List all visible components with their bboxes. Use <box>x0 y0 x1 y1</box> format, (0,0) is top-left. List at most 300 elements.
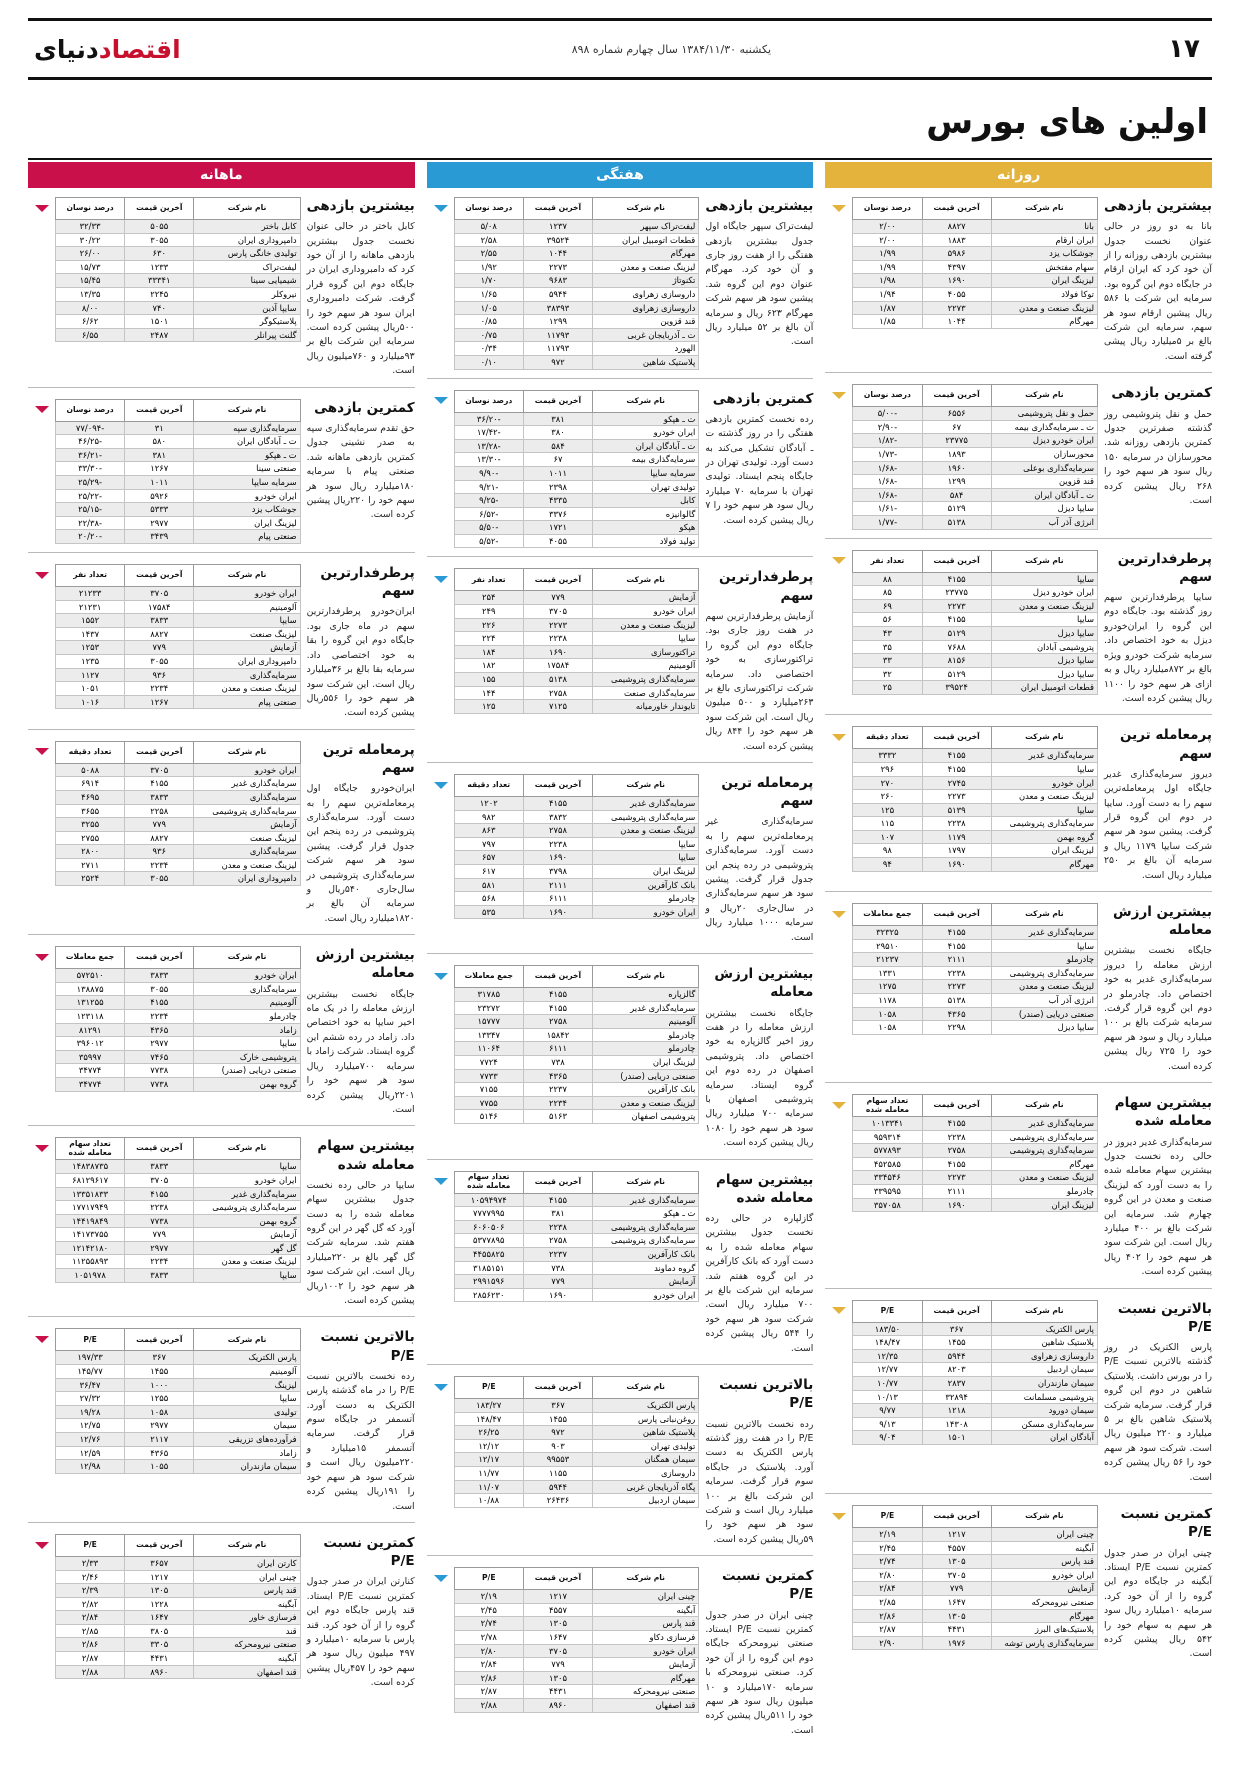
value-cell: ۱۲۵ <box>853 803 922 817</box>
value-cell: ۲۱۱۷ <box>125 1432 194 1446</box>
value-cell: ۹۷۲ <box>523 355 592 369</box>
table-row <box>427 1069 699 1083</box>
table-row <box>826 1636 1098 1650</box>
table-row <box>28 845 300 859</box>
spacer-cell <box>427 1028 454 1042</box>
spacer-cell <box>427 1247 454 1261</box>
stat-block-text <box>1104 197 1212 364</box>
column-header-cell: تعداد دقیقه <box>55 741 124 763</box>
stat-block-inner <box>28 946 415 1117</box>
table-row <box>28 1556 300 1570</box>
value-cell: ۳۵۹۹۷ <box>55 1050 124 1064</box>
spacer-cell <box>826 1157 853 1171</box>
spacer-cell <box>28 695 55 709</box>
company-name-cell: سایپا <box>194 1037 300 1051</box>
stat-block <box>825 197 1212 373</box>
value-cell: ۲۶/۲۵ <box>454 1426 523 1440</box>
company-name-cell: زاماد <box>194 1446 300 1460</box>
column-header-cell: آخرین قیمت <box>922 198 991 220</box>
value-cell: ۳۸۳۳ <box>125 790 194 804</box>
spacer-cell <box>427 1617 454 1631</box>
value-cell: ۶۵۷ <box>454 851 523 865</box>
company-name-cell: سرمایه‌گذاری غدیر <box>991 749 1097 763</box>
trend-arrow-icon <box>28 1329 55 1351</box>
value-cell: ۷۷/۰۹۴- <box>55 421 124 435</box>
value-cell: ۴۶/۲۵- <box>55 435 124 449</box>
column-header-cell: آخرین قیمت <box>125 1534 194 1556</box>
column-header-cell: نام شرکت <box>991 904 1097 926</box>
spacer-cell <box>427 1083 454 1097</box>
table-row <box>427 1207 699 1221</box>
table-row <box>427 220 699 234</box>
value-cell: ۴۴۵۵۸۲۵ <box>454 1247 523 1261</box>
table-row <box>826 274 1098 288</box>
table-row <box>28 1446 300 1460</box>
company-name-cell: پارس الکتریک <box>194 1351 300 1365</box>
table-row <box>427 507 699 521</box>
table-row <box>427 1288 699 1302</box>
company-name-cell: لیزینگ صنعت و معدن <box>194 682 300 696</box>
value-cell: ۸۹۶۰ <box>523 1698 592 1712</box>
table-row <box>28 1037 300 1051</box>
column-header-cell: تعداد سهام معامله شده <box>853 1095 922 1117</box>
spacer-cell <box>826 1582 853 1596</box>
value-cell: ۵۳۷۷۸۹۵ <box>454 1234 523 1248</box>
company-name-cell: سرمایه‌گذاری صنعت <box>593 686 699 700</box>
stat-block <box>28 946 415 1126</box>
stat-block <box>825 384 1212 538</box>
table-row <box>28 1570 300 1584</box>
table-row <box>28 818 300 832</box>
value-cell: ۱۹۷/۳۳ <box>55 1351 124 1365</box>
table-row <box>427 632 699 646</box>
value-cell: ۲۲۳۸ <box>523 837 592 851</box>
company-name-cell: لیزینگ ایران <box>991 1198 1097 1212</box>
company-name-cell: ایران خودرو <box>194 489 300 503</box>
table-row <box>427 1630 699 1644</box>
value-cell: ۴۱۵۵ <box>523 988 592 1002</box>
value-cell: ۳۷۰۵ <box>125 1173 194 1187</box>
company-name-cell: آزمایش <box>194 818 300 832</box>
spacer-cell <box>427 605 454 619</box>
value-cell: ۲۹۷۷ <box>125 1037 194 1051</box>
company-name-cell: تولیدی تهران <box>593 1439 699 1453</box>
spacer-cell <box>826 1007 853 1021</box>
company-name-cell: تایوندار خاورمیانه <box>593 700 699 714</box>
value-cell: ۸۹۶۰ <box>125 1665 194 1679</box>
value-cell: ۳۳۹۵۹۵ <box>853 1185 922 1199</box>
spacer-cell <box>427 892 454 906</box>
stat-table <box>28 197 301 342</box>
stat-block-title: پرطرفدارترین سهم <box>719 569 814 604</box>
column-header-cell: جمع معاملات <box>853 904 922 926</box>
spacer-cell <box>826 1431 853 1445</box>
spacer-cell <box>28 421 55 435</box>
stat-block <box>28 741 415 936</box>
stat-table <box>825 550 1098 695</box>
column-header-cell: تعداد نفر <box>55 565 124 587</box>
column-header-cell: P/E <box>55 1534 124 1556</box>
company-name-cell: ایران خودرو <box>194 1173 300 1187</box>
table-row <box>427 426 699 440</box>
spacer-cell <box>28 1023 55 1037</box>
table-row <box>826 858 1098 872</box>
value-cell: ۲/۸۰ <box>853 1568 922 1582</box>
spacer-cell <box>28 220 55 234</box>
table-row <box>28 695 300 709</box>
value-cell: ۳۷۰۵ <box>523 1644 592 1658</box>
column-header-cell: نام شرکت <box>991 198 1097 220</box>
value-cell: ۱۲۹۹ <box>922 475 991 489</box>
table-header-row <box>427 1568 699 1590</box>
value-cell: ۳۱۸۵۱۵۱ <box>454 1261 523 1275</box>
stat-block <box>427 965 814 1160</box>
value-cell: ۳۵ <box>853 640 922 654</box>
spacer-cell <box>28 587 55 601</box>
stat-block-description: جایگاه نخست بیشترین ارزش معامله را در یک ماه اخیر سایپا به خود اختصاص داد. زاماد در رده ششم این گروه ایستاد. شرکت زاماد با سرمایه ۷۰۰میلیارد ریال سود هر سهم خود را ۲۲۰۱ریال پیشین کرده است. <box>306 988 415 1115</box>
value-cell: ۴۱۵۵ <box>125 1187 194 1201</box>
value-cell: ۲/۸۴ <box>55 1611 124 1625</box>
company-name-cell: ایران خودرو <box>593 605 699 619</box>
table-row <box>427 1698 699 1712</box>
company-name-cell: آزمایش <box>991 1582 1097 1596</box>
table-row <box>28 1023 300 1037</box>
value-cell: ۱/۸۲- <box>853 434 922 448</box>
company-name-cell: سرمایه‌گذاری غدیر <box>194 1187 300 1201</box>
company-name-cell: انرژی آذر آب <box>991 516 1097 530</box>
table-row <box>28 1050 300 1064</box>
value-cell: ۲/۸۸ <box>454 1698 523 1712</box>
stat-block-inner <box>427 965 814 1151</box>
value-cell: ۸/۰۰ <box>55 301 124 315</box>
stat-block-description: ایران‌خودرو جایگاه اول پرمعامله‌ترین سهم را به دست آورد. سرمایه‌گذاری پتروشیمی در رده پنجم این جدول قرار گرفت. پیشین سود هر سهم شرکت سرمایه‌گذاری پتروشیمی در سال‌جاری ۵۴۰ریال و سرمایه آن بالغ بر ۱۸۲۰میلیارد ریال است. <box>306 783 415 924</box>
value-cell: ۲۰/۲۰- <box>55 530 124 544</box>
company-name-cell: صنعتی پیام <box>194 695 300 709</box>
company-name-cell: سایپا دیزل <box>991 502 1097 516</box>
stat-block-inner <box>825 903 1212 1074</box>
company-name-cell: لیزینگ ایران <box>194 516 300 530</box>
table-row <box>28 274 300 288</box>
table-row <box>826 301 1098 315</box>
value-cell: ۳۸۱ <box>523 412 592 426</box>
table-row <box>427 837 699 851</box>
company-name-cell: فرآورده‌های تزریقی <box>194 1432 300 1446</box>
value-cell: ۲۹۶ <box>853 762 922 776</box>
value-cell: ۳۷۰۵ <box>922 1568 991 1582</box>
value-cell: ۲/۸۴ <box>454 1658 523 1672</box>
stat-block-title: کمترین بازدهی <box>712 390 814 407</box>
value-cell: ۸۸ <box>853 572 922 586</box>
company-name-cell: ایران خودرو <box>593 905 699 919</box>
company-name-cell: نیروکلر <box>194 287 300 301</box>
value-cell: ۳۰۵۵ <box>125 233 194 247</box>
spacer-cell <box>28 777 55 791</box>
table-header-row <box>427 390 699 412</box>
spacer-cell <box>427 1644 454 1658</box>
spacer-cell <box>826 1376 853 1390</box>
stat-block-title: بیشترین ارزش معامله <box>315 947 415 982</box>
column-header-weekly: هفتگی <box>427 162 814 188</box>
value-cell: ۱۲/۷۵ <box>55 1419 124 1433</box>
stat-block <box>825 1094 1212 1289</box>
spacer-cell <box>28 1269 55 1283</box>
spacer-cell <box>28 1638 55 1652</box>
value-cell: ۲۲۳۴ <box>125 1010 194 1024</box>
value-cell: ۲۲۳۴ <box>125 682 194 696</box>
company-name-cell: قطعات اتومبیل ایران <box>991 681 1097 695</box>
stat-block-title: کمترین نسبت P/E <box>721 1568 814 1603</box>
stat-block-description: چینی ایران در صدر جدول کمترین نسبت P/E ایستاد. آبگینه در جایگاه دوم این گروه را از آن خود کرد. سرمایه ۱۰میلیارد ریال سود هر سهم به سهام خود را ۵۴۲ ریال پیشین کرده است. <box>1104 1547 1212 1660</box>
spacer-cell <box>28 1556 55 1570</box>
spacer-cell <box>826 749 853 763</box>
column-daily <box>825 162 1212 1681</box>
trend-arrow-icon <box>28 1534 55 1556</box>
value-cell: ۱۴۳۷ <box>55 627 124 641</box>
value-cell: ۳۱ <box>125 421 194 435</box>
stat-table-wrap <box>427 965 700 1124</box>
table-row <box>826 1130 1098 1144</box>
stat-block-text <box>1104 903 1212 1074</box>
spacer-cell <box>826 572 853 586</box>
page-number: ۱۷ <box>1168 34 1200 64</box>
table-row <box>826 926 1098 940</box>
stat-block-inner <box>28 1534 415 1691</box>
company-name-cell: لیزینگ ایران <box>991 274 1097 288</box>
value-cell: ۱۱۲۷ <box>55 668 124 682</box>
company-name-cell: هپکو <box>593 521 699 535</box>
value-cell: ۱۰۵۸ <box>853 1021 922 1035</box>
table-row <box>28 448 300 462</box>
company-name-cell: لیزینگ صنعت و معدن <box>194 1255 300 1269</box>
value-cell: ۳۳۰۵ <box>125 1638 194 1652</box>
table-header-row <box>28 565 300 587</box>
value-cell: ۱/۷۳- <box>853 448 922 462</box>
table-row <box>427 864 699 878</box>
spacer-cell <box>826 434 853 448</box>
value-cell: ۶/۵۲- <box>454 507 523 521</box>
table-row <box>826 844 1098 858</box>
trend-arrow-icon <box>28 741 55 763</box>
company-name-cell: سرمایه‌گذاری غدیر <box>593 1193 699 1207</box>
company-name-cell: گلنت پیرانلر <box>194 328 300 342</box>
column-header-cell: آخرین قیمت <box>922 1300 991 1322</box>
spacer-cell <box>427 810 454 824</box>
value-cell: ۳۷۰۵ <box>125 587 194 601</box>
value-cell: ۱۱۰۶۴ <box>454 1042 523 1056</box>
value-cell: ۶۳۰ <box>125 247 194 261</box>
value-cell: ۳۴۷۷۴ <box>55 1064 124 1078</box>
value-cell: ۳۳۳۲ <box>853 749 922 763</box>
value-cell: ۷۷۳۸ <box>125 1077 194 1091</box>
value-cell: ۱۲۵ <box>454 700 523 714</box>
table-row <box>28 600 300 614</box>
value-cell: ۱۱۷۹ <box>922 830 991 844</box>
company-name-cell: سرمایه‌گذاری بوعلی <box>991 461 1097 475</box>
value-cell: ۹۳۶ <box>125 845 194 859</box>
company-name-cell: چادرملو <box>194 1010 300 1024</box>
column-header-cell: آخرین قیمت <box>125 198 194 220</box>
value-cell: ۵۹۴۴ <box>523 287 592 301</box>
value-cell: ۱۱/۰۷ <box>454 1480 523 1494</box>
value-cell: ۱/۶۸- <box>853 475 922 489</box>
value-cell: ۵۱۶۳ <box>523 1110 592 1124</box>
stat-block-text <box>705 1567 813 1738</box>
value-cell: ۳۴۳۹ <box>125 530 194 544</box>
value-cell: ۲/۱۹ <box>853 1528 922 1542</box>
value-cell: ۹/۷۷ <box>853 1404 922 1418</box>
company-name-cell: قند اصفهان <box>593 1698 699 1712</box>
table-row <box>28 804 300 818</box>
value-cell: ۴۱۵۵ <box>922 1117 991 1131</box>
company-name-cell: پلاستیکوگر <box>194 315 300 329</box>
value-cell: ۲۷۵۸ <box>523 1015 592 1029</box>
value-cell: ۱۱۷۸ <box>853 993 922 1007</box>
spacer-cell <box>826 939 853 953</box>
spacer-cell <box>427 1480 454 1494</box>
table-row <box>826 613 1098 627</box>
company-name-cell: ایران خودرو <box>991 776 1097 790</box>
value-cell: ۱۸۳/۵۰ <box>853 1322 922 1336</box>
value-cell: ۴۱۵۵ <box>922 1157 991 1171</box>
value-cell: ۱۸۳/۲۷ <box>454 1399 523 1413</box>
company-name-cell: سایپا <box>991 572 1097 586</box>
value-cell: ۲۱۲۳۱ <box>55 600 124 614</box>
company-name-cell: آلومینیم <box>194 996 300 1010</box>
company-name-cell: پگاه آذربایجان غربی <box>593 1480 699 1494</box>
spacer-cell <box>28 845 55 859</box>
spacer-cell <box>427 1671 454 1685</box>
stat-table <box>28 946 301 1091</box>
value-cell: ۲/۸۰ <box>454 1644 523 1658</box>
company-name-cell: تولیدی <box>194 1405 300 1419</box>
value-cell: ۲۲۷۳ <box>922 790 991 804</box>
table-row <box>427 892 699 906</box>
stat-block-inner <box>825 1300 1212 1486</box>
table-header-row <box>28 399 300 421</box>
company-name-cell: قطعات اتومبیل ایران <box>593 233 699 247</box>
company-name-cell: ایران خودرو <box>194 969 300 983</box>
company-name-cell: سرمایه‌گذاری پتروشیمی <box>991 817 1097 831</box>
column-header-cell: P/E <box>853 1506 922 1528</box>
spacer-cell <box>427 618 454 632</box>
value-cell: ۱۱۵۵ <box>523 1467 592 1481</box>
stat-block-inner <box>427 774 814 945</box>
stat-table-wrap <box>28 946 301 1091</box>
company-name-cell: زاماد <box>194 1023 300 1037</box>
company-name-cell: ت ـ سرمایه‌گذاری بیمه <box>991 420 1097 434</box>
spacer-cell <box>826 1390 853 1404</box>
spacer-cell <box>427 507 454 521</box>
stat-table-wrap <box>28 741 301 886</box>
value-cell: ۳۹۵۲۴ <box>922 681 991 695</box>
table-row <box>826 1198 1098 1212</box>
spacer-cell <box>826 993 853 1007</box>
stat-block-inner <box>825 550 1212 707</box>
company-name-cell: مهرگام <box>991 1609 1097 1623</box>
company-name-cell: لیزینگ صنعت و معدن <box>991 301 1097 315</box>
value-cell: ۰/۸۵ <box>454 315 523 329</box>
stat-block-inner <box>825 197 1212 364</box>
value-cell: ۱/۹۴ <box>853 287 922 301</box>
value-cell: ۲۲۳۸ <box>922 966 991 980</box>
table-row <box>427 328 699 342</box>
spacer-cell <box>28 600 55 614</box>
value-cell: ۲۱۱۱ <box>523 878 592 892</box>
column-header-cell: P/E <box>454 1377 523 1399</box>
table-row <box>28 462 300 476</box>
column-header-cell: آخرین قیمت <box>922 1506 991 1528</box>
spacer-cell <box>826 420 853 434</box>
column-header-cell: نام شرکت <box>194 947 300 969</box>
company-name-cell: لیزینگ صنعت و معدن <box>593 1096 699 1110</box>
table-row <box>28 1187 300 1201</box>
value-cell: ۱۳/۳۵ <box>55 287 124 301</box>
company-name-cell: سرمایه‌گذاری <box>194 668 300 682</box>
value-cell: ۱۰/۱۳ <box>853 1390 922 1404</box>
value-cell: ۲۲۳۸ <box>523 1220 592 1234</box>
table-row <box>28 287 300 301</box>
spacer-cell <box>826 461 853 475</box>
table-row <box>28 260 300 274</box>
stat-block <box>427 390 814 558</box>
value-cell: ۷۶۸۸ <box>922 640 991 654</box>
spacer-cell <box>427 274 454 288</box>
table-row <box>28 1378 300 1392</box>
table-row <box>826 1431 1098 1445</box>
spacer-cell <box>28 831 55 845</box>
table-row <box>28 614 300 628</box>
stat-table-wrap <box>825 550 1098 695</box>
company-name-cell: سرمایه‌گذاری پتروشیمی <box>593 1220 699 1234</box>
column-header-cell: درصد نوسان <box>853 198 922 220</box>
logo-main: دنیای <box>34 34 99 64</box>
stat-block <box>825 550 1212 716</box>
stat-block-description: گازلپاره در حالی رده نخست جدول بیشترین سهام معامله شده را به دست آورد که بانک کارآفرین در این گروه هفتم شد. سرمایه این شرکت بالغ بر ۷۰۰ میلیارد ریال است. شرکت سود هر سهم خود را ۵۴۴ ریال پیشین کرده است. <box>705 1213 814 1354</box>
value-cell: ۱۵۰۱ <box>922 1431 991 1445</box>
spacer-cell <box>826 1404 853 1418</box>
value-cell: ۱۰۵۸ <box>853 1007 922 1021</box>
spacer-cell <box>427 796 454 810</box>
company-name-cell: حمل و نقل پتروشیمی <box>991 407 1097 421</box>
table-header-row <box>826 1506 1098 1528</box>
column-header-cell: آخرین قیمت <box>125 1138 194 1160</box>
company-name-cell: چینی ایران <box>593 1590 699 1604</box>
value-cell: ۲/۷۴ <box>454 1617 523 1631</box>
value-cell: ۹/۲۵- <box>454 494 523 508</box>
spacer-cell <box>427 1453 454 1467</box>
stat-table <box>427 1171 700 1303</box>
spacer-cell <box>427 287 454 301</box>
spacer-cell <box>427 988 454 1002</box>
value-cell: ۷۷۹ <box>125 818 194 832</box>
value-cell: ۱۲۱۷ <box>125 1570 194 1584</box>
table-header-row <box>826 1300 1098 1322</box>
spacer-cell <box>427 521 454 535</box>
stat-block-inner <box>28 197 415 379</box>
table-row <box>427 1494 699 1508</box>
column-header-cell: نام شرکت <box>991 550 1097 572</box>
spacer-cell <box>826 681 853 695</box>
table-row <box>826 1117 1098 1131</box>
company-name-cell: لیزینگ صنعت و معدن <box>991 599 1097 613</box>
value-cell: ۷۷۹ <box>523 591 592 605</box>
company-name-cell: مهرگام <box>593 247 699 261</box>
value-cell: ۲۵۲۴ <box>55 872 124 886</box>
table-header-row <box>826 198 1098 220</box>
trend-arrow-icon <box>826 904 853 926</box>
spacer-cell <box>28 1597 55 1611</box>
column-header-cell: نام شرکت <box>593 569 699 591</box>
